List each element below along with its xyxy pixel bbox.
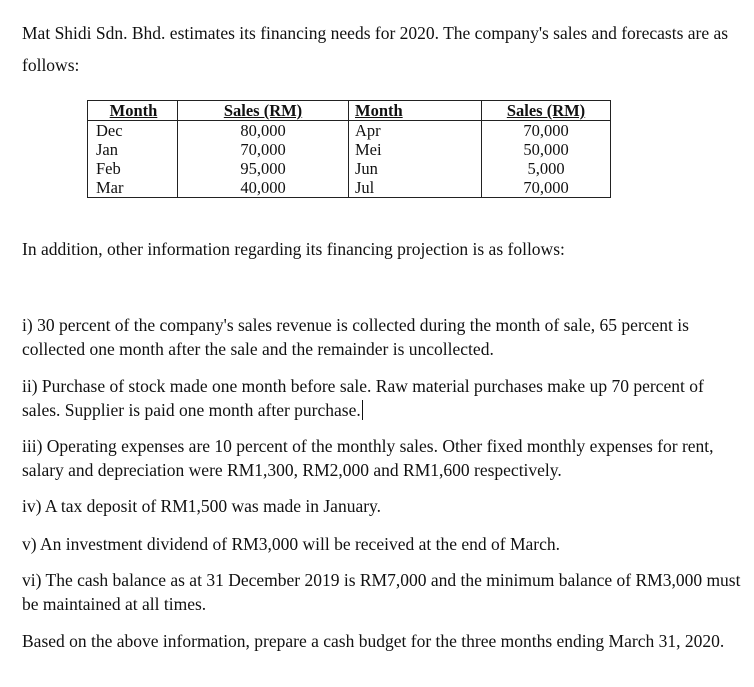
intro-paragraph: Mat Shidi Sdn. Bhd. estimates its financing needs for 2020. The company's sales and forecasts are as follows: <box>22 23 729 75</box>
additional-info-paragraph: In addition, other information regarding its financing projection is as follows: <box>22 239 565 259</box>
item-vi-paragraph: vi) The cash balance as at 31 December 2019 is RM7,000 and the minimum balance of RM3,000 must be maintained at all times. <box>22 570 741 614</box>
sales-cell: 5,000 <box>482 159 611 178</box>
header-sales-2: Sales (RM) <box>482 101 611 121</box>
month-cell: Feb <box>88 159 178 178</box>
sales-forecast-table <box>87 100 611 198</box>
month-cell: Jul <box>349 178 482 198</box>
month-cell: Jan <box>88 140 178 159</box>
month-cell: Mei <box>349 140 482 159</box>
item-ii-text: ii) Purchase of stock made one month before sale. Raw material purchases make up 70 percent of sales. Supplier is paid one month after purchase. <box>22 376 704 420</box>
sales-cell: 50,000 <box>482 140 611 159</box>
sales-cell: 80,000 <box>178 121 349 141</box>
month-cell: Mar <box>88 178 178 198</box>
sales-cell: 70,000 <box>482 178 611 198</box>
sales-cell: 70,000 <box>482 121 611 141</box>
item-i-paragraph: i) 30 percent of the company's sales revenue is collected during the month of sale, 65 percent is collected one month after the sale and the remainder is uncollected. <box>22 315 689 359</box>
header-month-2: Month <box>349 101 482 121</box>
table-header-row <box>88 101 611 121</box>
table-row <box>88 121 611 141</box>
text-cursor <box>362 400 363 420</box>
sales-cell: 95,000 <box>178 159 349 178</box>
item-ii-paragraph <box>22 374 746 422</box>
month-cell: Dec <box>88 121 178 141</box>
item-iii-paragraph: iii) Operating expenses are 10 percent of the monthly sales. Other fixed monthly expenses for rent, salary and depreciation were RM1,300, RM2,000 and RM1,600 respectively. <box>22 436 714 480</box>
month-cell: Apr <box>349 121 482 141</box>
table-row <box>88 140 611 159</box>
item-iv-paragraph: iv) A tax deposit of RM1,500 was made in January. <box>22 496 382 516</box>
month-cell: Jun <box>349 159 482 178</box>
sales-cell: 40,000 <box>178 178 349 198</box>
task-paragraph: Based on the above information, prepare a cash budget for the three months ending March 31, 2020. <box>22 631 725 651</box>
header-month-1: Month <box>88 101 178 121</box>
table-row <box>88 178 611 198</box>
table-row <box>88 159 611 178</box>
header-sales-1: Sales (RM) <box>178 101 349 121</box>
sales-cell: 70,000 <box>178 140 349 159</box>
item-v-paragraph: v) An investment dividend of RM3,000 will be received at the end of March. <box>22 534 560 554</box>
